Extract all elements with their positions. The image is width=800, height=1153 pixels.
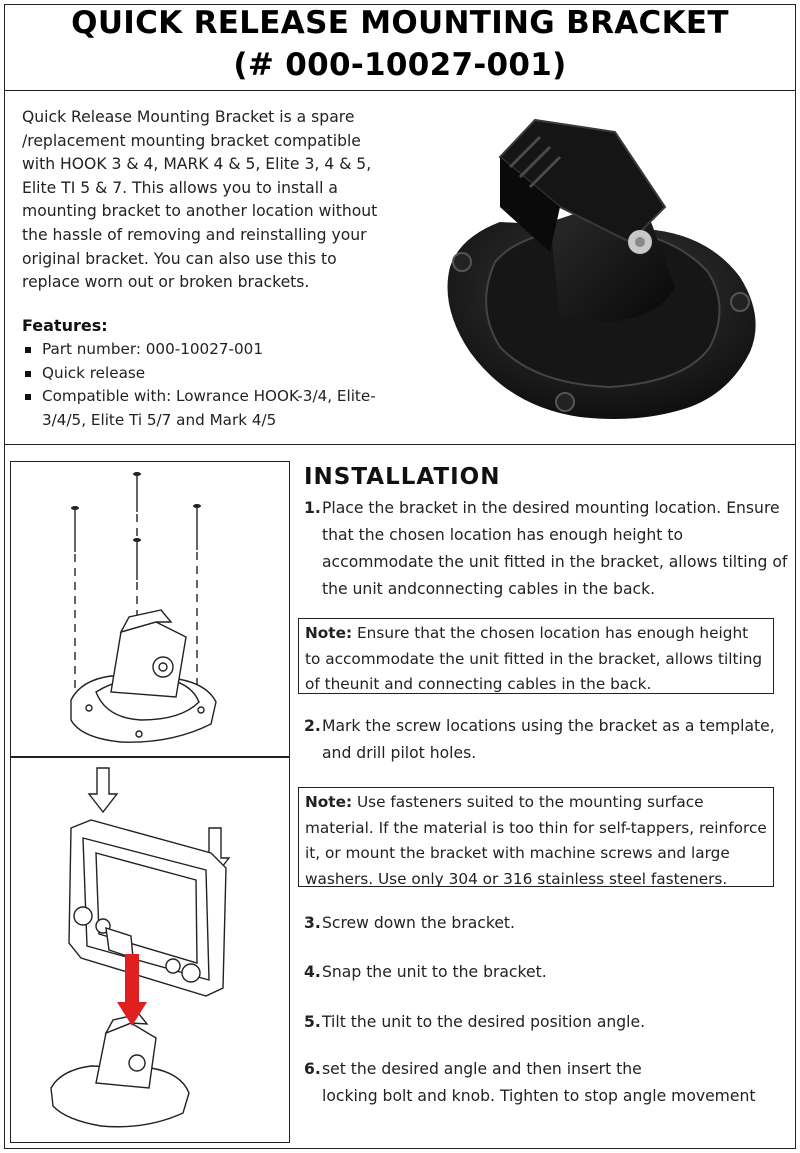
step-number: 4. bbox=[304, 963, 321, 981]
step-text: set the desired angle and then insert the bbox=[322, 1060, 642, 1078]
step-number: 2. bbox=[304, 717, 321, 735]
note-box bbox=[298, 787, 774, 887]
step-text: Snap the unit to the bracket. bbox=[322, 963, 547, 981]
features-heading: Features: bbox=[22, 316, 108, 335]
features-list bbox=[22, 338, 402, 432]
feature-item: Quick release bbox=[22, 362, 402, 386]
step-5 bbox=[304, 1009, 790, 1036]
step-number: 1. bbox=[304, 499, 321, 517]
note-text: Ensure that the chosen location has enough height to accommodate the unit fitted in the bracket, allows tilting of theunit and connecting cables in the back. bbox=[305, 624, 763, 693]
note-label: Note: bbox=[305, 793, 353, 811]
step-text-continued: that the chosen location has enough height to accommodate the unit fitted in the bracket, allows tilting of the unit andconnecting cables in the back. bbox=[322, 526, 788, 598]
feature-item: Part number: 000-10027-001 bbox=[22, 338, 402, 362]
title-divider bbox=[4, 90, 796, 91]
step-6 bbox=[304, 1056, 790, 1110]
step-text: Place the bracket in the desired mounting location. Ensure bbox=[322, 499, 780, 517]
screw-mounting-drawing bbox=[11, 462, 289, 756]
step-4 bbox=[304, 959, 790, 986]
step-1 bbox=[304, 495, 790, 603]
installation-heading: INSTALLATION bbox=[304, 464, 501, 490]
screw-mounting-diagram bbox=[10, 461, 290, 757]
step-3 bbox=[304, 910, 790, 937]
step-text-continued: locking bolt and knob. Tighten to stop angle movement bbox=[322, 1087, 756, 1105]
title-line-1: QUICK RELEASE MOUNTING BRACKET bbox=[71, 5, 729, 41]
page-title bbox=[0, 2, 800, 86]
unit-snap-drawing bbox=[11, 758, 289, 1142]
title-line-2: (# 000-10027-001) bbox=[233, 47, 567, 83]
step-text: Screw down the bracket. bbox=[322, 914, 516, 932]
feature-item: Compatible with: Lowrance HOOK-3/4, Elite-3/4/5, Elite Ti 5/7 and Mark 4/5 bbox=[22, 385, 402, 432]
note-label: Note: bbox=[305, 624, 353, 642]
bracket-photo bbox=[440, 112, 770, 432]
note-box bbox=[298, 618, 774, 694]
step-number: 6. bbox=[304, 1060, 321, 1078]
step-number: 5. bbox=[304, 1013, 321, 1031]
unit-snap-diagram bbox=[10, 757, 290, 1143]
note-text: Use fasteners suited to the mounting surface material. If the material is too thin for self-tappers, reinforce it, or mount the bracket with machine screws and large washers. Use only 304 or 316 stainless steel fasteners. bbox=[305, 793, 767, 888]
step-text: Mark the screw locations using the bracket as a template, bbox=[322, 717, 775, 735]
step-number: 3. bbox=[304, 914, 321, 932]
intro-paragraph: Quick Release Mounting Bracket is a spare /replacement mounting bracket compatible with HOOK 3 & 4, MARK 4 & 5, Elite 3, 4 & 5, Elite TI 5 & 7. This allows you to install a mounting bracket to another location without the hassle of removing and reinstalling your original bracket. You can also use this to replace worn out or broken brackets. bbox=[22, 108, 378, 292]
step-text: Tilt the unit to the desired position angle. bbox=[322, 1013, 646, 1031]
section-divider bbox=[4, 444, 796, 445]
step-text-continued: and drill pilot holes. bbox=[322, 744, 477, 762]
step-2 bbox=[304, 713, 790, 767]
